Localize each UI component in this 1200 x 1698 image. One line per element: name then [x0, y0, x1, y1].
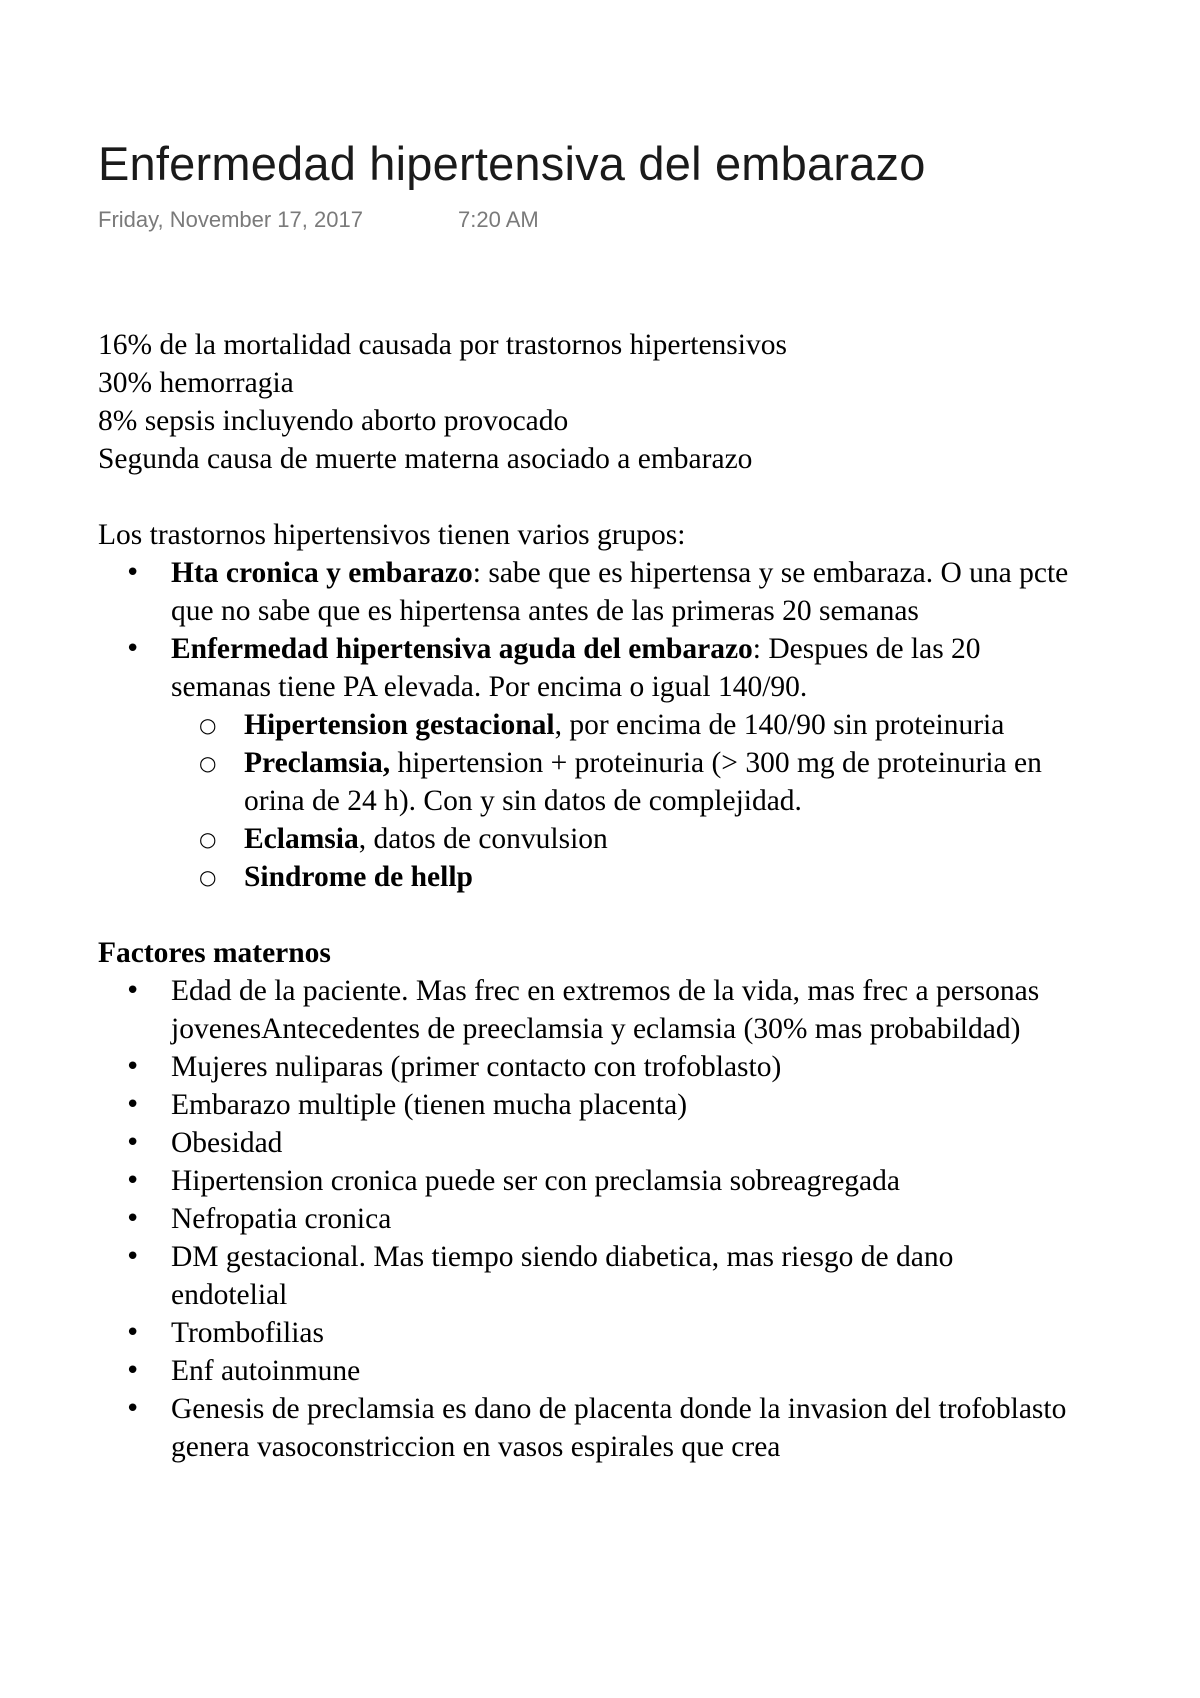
- spacer: [98, 478, 1118, 516]
- groups-heading: Los trastornos hipertensivos tienen varios grupos:: [98, 519, 686, 551]
- item-term: Eclamsia: [244, 823, 359, 855]
- groups-list: [98, 554, 1118, 896]
- sub-list-item: [171, 706, 1044, 744]
- item-term: Preclamsia,: [244, 747, 391, 779]
- item-text: , por encima de 140/90 sin proteinuria: [554, 709, 1005, 741]
- list-item: [98, 630, 1076, 896]
- intro-line: Segunda causa de muerte materna asociado a embarazo: [98, 443, 753, 475]
- list-item: • Embarazo multiple (tienen mucha placenta): [98, 1086, 1071, 1124]
- list-item: [98, 554, 1076, 630]
- item-term: Enfermedad hipertensiva aguda del embarazo: [171, 633, 753, 665]
- list-item: • Edad de la paciente. Mas frec en extremos de la vida, mas frec a personas jovenesAntecedentes de preeclamsia y eclamsia (30% mas probabildad): [98, 972, 1071, 1048]
- list-item: • Nefropatia cronica: [98, 1200, 1071, 1238]
- note-body: [98, 326, 1118, 1466]
- item-text: : Despues de las 20 semanas tiene PA elevada. Por encima o igual 140/90.: [171, 633, 981, 703]
- intro-line: 16% de la mortalidad causada por trastornos hipertensivos: [98, 329, 787, 361]
- factores-heading: Factores maternos: [98, 937, 331, 969]
- page-date: Friday, November 17, 2017: [98, 207, 363, 232]
- spacer: [98, 896, 1118, 934]
- page-title: Enfermedad hipertensiva del embarazo: [98, 137, 926, 190]
- list-item: • Obesidad: [98, 1124, 1071, 1162]
- list-item: • Enf autoinmune: [98, 1352, 1071, 1390]
- list-item: • Genesis de preclamsia es dano de placenta donde la invasion del trofoblasto genera vasoconstriccion en vasos espirales que crea: [98, 1390, 1071, 1466]
- list-item: • Trombofilias: [98, 1314, 1071, 1352]
- list-item: • Hipertension cronica puede ser con preclamsia sobreagregada: [98, 1162, 1101, 1200]
- item-text: , datos de convulsion: [358, 823, 608, 855]
- item-term: Sindrome de hellp: [244, 861, 473, 893]
- sub-list-item: [171, 820, 1084, 858]
- item-text: hipertension + proteinuria (> 300 mg de proteinuria en orina de 24 h). Con y sin datos de complejidad.: [244, 747, 1042, 817]
- sub-list-item: [171, 858, 1084, 896]
- item-term: Hta cronica y embarazo: [171, 557, 473, 589]
- sub-list: [171, 706, 1076, 896]
- intro-line: 30% hemorragia: [98, 367, 294, 399]
- intro-line: 8% sepsis incluyendo aborto provocado: [98, 405, 569, 437]
- list-item: • Mujeres nuliparas (primer contacto con trofoblasto): [98, 1048, 1071, 1086]
- item-term: Hipertension gestacional: [244, 709, 555, 741]
- sub-list-item: [171, 744, 1084, 820]
- item-text: : sabe que es hipertensa y se embaraza. O una pcte que no sabe que es hipertensa antes de las primeras 20 semanas: [171, 557, 1069, 627]
- list-item: • DM gestacional. Mas tiempo siendo diabetica, mas riesgo de dano endotelial: [98, 1238, 1076, 1314]
- page-time: 7:20 AM: [458, 207, 539, 232]
- factores-list: [98, 972, 1118, 1466]
